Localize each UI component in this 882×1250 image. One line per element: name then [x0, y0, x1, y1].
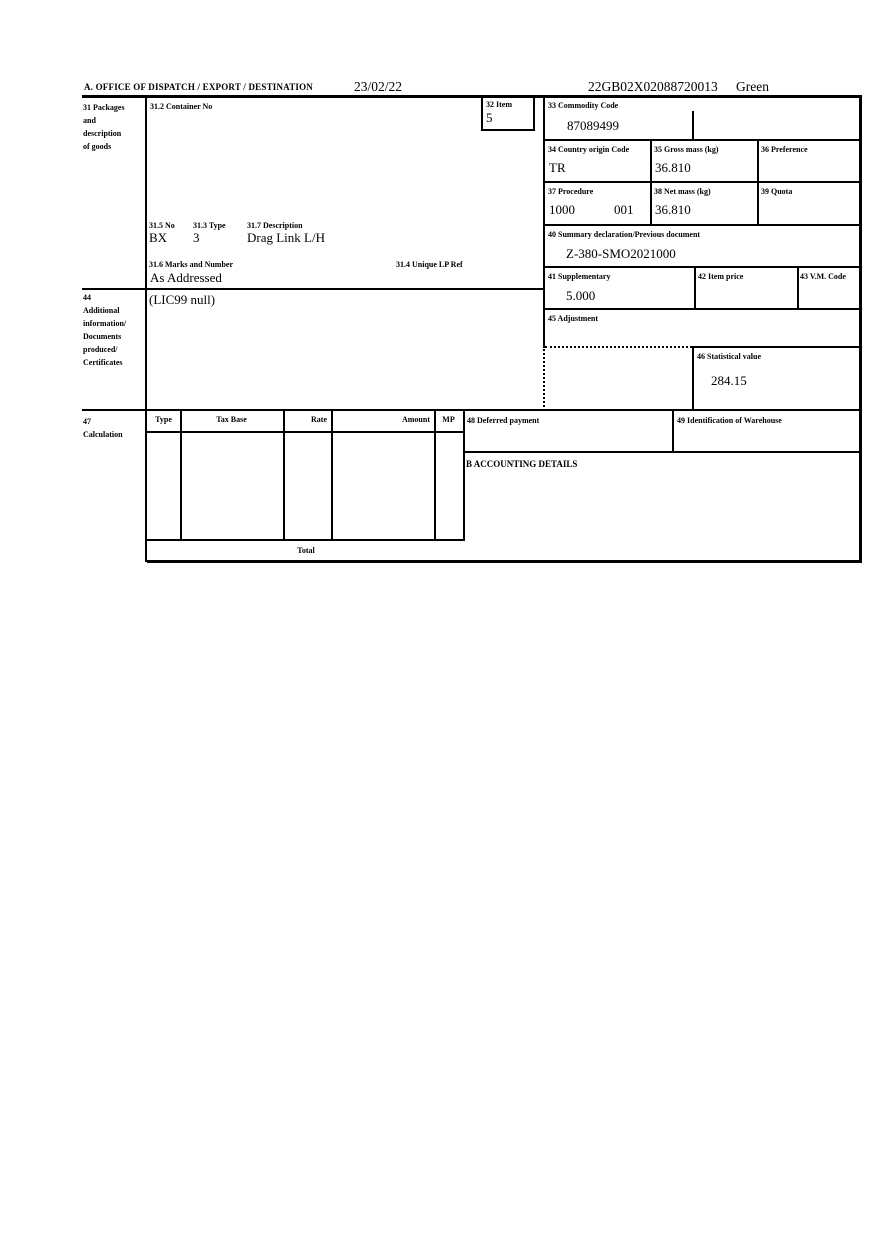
calc-header-amount: Amount — [401, 415, 430, 424]
item-number-value: 5 — [486, 110, 493, 125]
commodity-code-value: 87089499 — [567, 118, 619, 133]
previous-doc-row-border — [543, 266, 862, 268]
box31-label-line3: description — [83, 129, 122, 138]
item-box-left-border — [481, 95, 483, 131]
package-no-label: 31.5 No — [149, 221, 175, 230]
additional-info-value: (LIC99 null) — [149, 292, 216, 307]
procedure-label: 37 Procedure — [548, 187, 594, 196]
package-type-label: 31.3 Type — [193, 221, 226, 230]
calc-col4-divider — [434, 409, 436, 541]
goods-description-value: Drag Link L/H — [247, 230, 325, 245]
previous-document-value: Z-380-SMO2021000 — [566, 246, 676, 261]
warehouse-id-label: 49 Identification of Warehouse — [677, 416, 782, 425]
preference-label: 36 Preference — [761, 145, 808, 154]
box44-label-line5: produced/ — [83, 345, 118, 354]
box44-label-line3: information/ — [83, 319, 127, 328]
accounting-details-label: B ACCOUNTING DETAILS — [466, 459, 578, 469]
box31-label-line4: of goods — [83, 142, 112, 151]
net-mass-value: 36.810 — [655, 202, 691, 217]
routing-status: Green — [736, 79, 769, 94]
statistical-value-left-border — [692, 346, 694, 411]
calc-header-rate: Rate — [311, 415, 327, 424]
gross-mass-value: 36.810 — [655, 160, 691, 175]
item-box-right-border — [533, 95, 535, 131]
commodity-code-divider — [692, 111, 694, 141]
procedure-row-border — [543, 224, 862, 226]
center-column-divider — [543, 95, 545, 348]
calc-header-mp: MP — [442, 415, 455, 424]
statistical-value-top-border — [692, 346, 862, 348]
net-mass-label: 38 Net mass (kg) — [654, 187, 711, 196]
label-column-divider — [145, 95, 147, 562]
warehouse-column-divider — [672, 409, 674, 453]
box44-label-line4: Documents — [83, 332, 122, 341]
statistical-value-value: 284.15 — [711, 373, 747, 388]
deferred-row-bottom-border — [463, 451, 862, 453]
commodity-row-border — [543, 139, 862, 141]
box31-label-line1: 31 Packages — [83, 103, 125, 112]
calc-total-label: Total — [297, 546, 315, 555]
gross-mass-label: 35 Gross mass (kg) — [654, 145, 719, 154]
vm-code-label: 43 V.M. Code — [800, 272, 846, 281]
adjustment-dotted-border-v — [543, 346, 545, 411]
form-top-border — [82, 95, 862, 98]
supplementary-row-border — [543, 308, 862, 310]
box44-top-border — [82, 288, 545, 290]
dispatch-office-section-label: A. OFFICE OF DISPATCH / EXPORT / DESTINATION — [84, 82, 314, 92]
calc-table-bottom-border — [147, 539, 465, 541]
item-price-column-divider — [694, 266, 696, 310]
calc-col1-divider — [180, 409, 182, 541]
acceptance-date: 23/02/22 — [354, 79, 403, 94]
supplementary-units-value: 5.000 — [566, 288, 596, 303]
container-no-label: 31.2 Container No — [150, 102, 213, 111]
box31-label-line2: and — [83, 116, 96, 125]
country-origin-label: 34 Country origin Code — [548, 145, 630, 154]
supplementary-units-label: 41 Supplementary — [548, 272, 611, 281]
item-price-label: 42 Item price — [698, 272, 744, 281]
deferred-payment-label: 48 Deferred payment — [467, 416, 540, 425]
commodity-code-label: 33 Commodity Code — [548, 101, 619, 110]
calc-table-right-border — [463, 409, 465, 541]
package-no-value: BX — [149, 230, 168, 245]
box47-label-line1: 47 — [83, 417, 91, 426]
form-bottom-border — [147, 560, 862, 563]
package-type-value: 3 — [193, 230, 200, 245]
calc-col3-divider — [331, 409, 333, 541]
country-origin-value: TR — [549, 160, 566, 175]
item-box-bottom-border — [481, 129, 535, 131]
statistical-value-label: 46 Statistical value — [697, 352, 761, 361]
box44-label-line1: 44 — [83, 293, 91, 302]
box44-label-line6: Certificates — [83, 358, 123, 367]
procedure-value-extra: 001 — [614, 202, 634, 217]
adjustment-dotted-border-h — [545, 346, 692, 348]
calc-header-tax-base: Tax Base — [216, 415, 247, 424]
box47-label-line2: Calculation — [83, 430, 123, 439]
marks-numbers-label: 31.6 Marks and Number — [149, 260, 234, 269]
marks-numbers-value: As Addressed — [150, 270, 222, 285]
previous-document-label: 40 Summary declaration/Previous document — [548, 230, 701, 239]
form-right-border — [859, 95, 862, 562]
box44-label-line2: Additional — [83, 306, 120, 315]
calc-col2-divider — [283, 409, 285, 541]
calculation-row-top-border — [82, 409, 862, 411]
preference-column-divider — [757, 139, 759, 226]
calc-table-header-border — [147, 431, 465, 433]
goods-description-label: 31.7 Description — [247, 221, 303, 230]
movement-reference-number: 22GB02X02088720013 — [588, 79, 718, 94]
item-number-label: 32 Item — [486, 100, 512, 109]
adjustment-label: 45 Adjustment — [548, 314, 599, 323]
procedure-value-main: 1000 — [549, 202, 575, 217]
origin-row-border — [543, 181, 862, 183]
calc-header-type: Type — [155, 415, 172, 424]
mass-column-left-divider — [650, 139, 652, 226]
vm-code-column-divider — [797, 266, 799, 310]
quota-label: 39 Quota — [761, 187, 793, 196]
unique-lp-ref-label: 31.4 Unique LP Ref — [396, 260, 463, 269]
